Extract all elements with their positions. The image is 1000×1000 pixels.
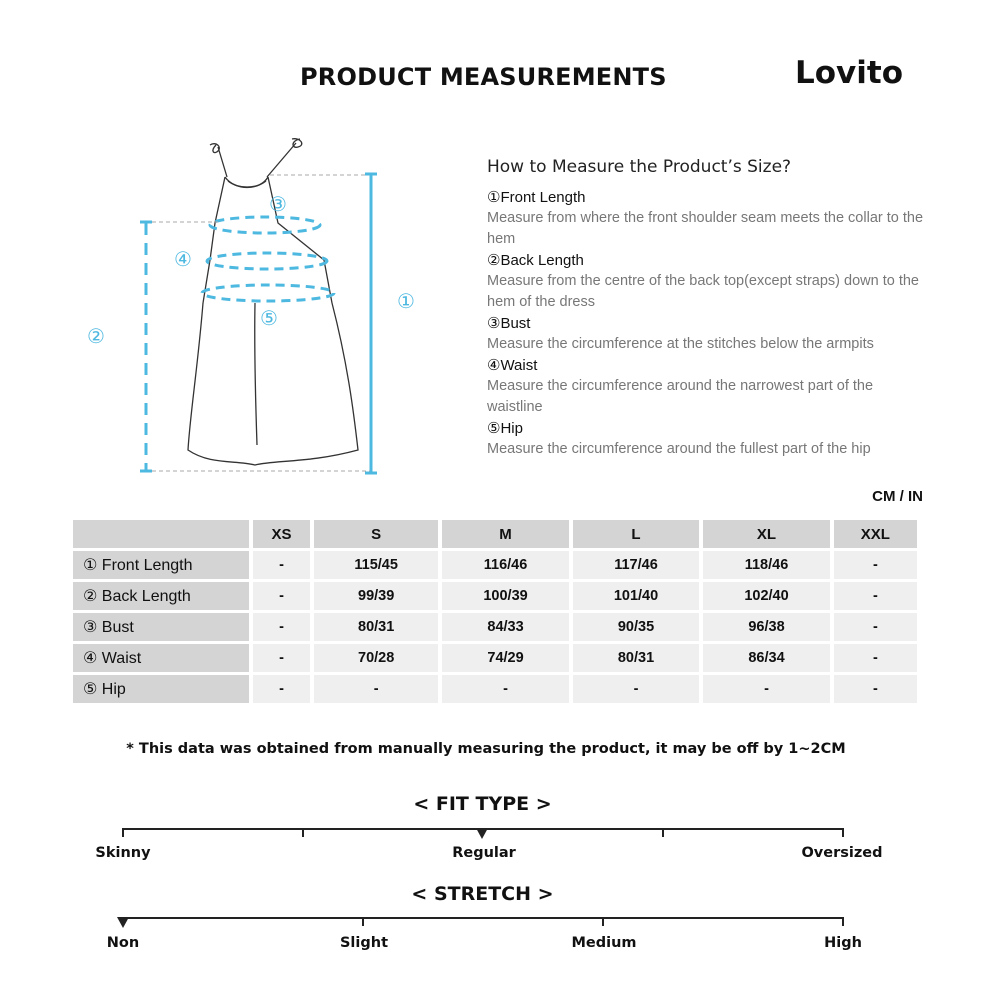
table-cell: - [834, 644, 917, 672]
table-cell: - [253, 613, 310, 641]
howto-heading: ③Bust [487, 315, 531, 332]
scale-tick [662, 828, 664, 837]
table-row [73, 613, 917, 641]
table-header-row [73, 520, 917, 548]
table-cell: - [703, 675, 829, 703]
row-label: ② Back Length [73, 582, 249, 610]
row-label: ③ Bust [73, 613, 249, 641]
column-header: XL [703, 520, 829, 548]
stretch-label: Non [106, 935, 140, 951]
table-cell: 117/46 [573, 551, 699, 579]
table-corner [73, 520, 249, 548]
units-label: CM / IN [872, 488, 923, 505]
howto-heading: ①Front Length [487, 189, 586, 206]
stretch-label: Medium [571, 935, 637, 951]
scale-tick [842, 917, 844, 926]
howto-heading: ⑤Hip [487, 420, 523, 437]
table-cell: 100/39 [442, 582, 568, 610]
table-row [73, 551, 917, 579]
table-cell: - [834, 675, 917, 703]
fit-label: Skinny [95, 845, 151, 861]
table-cell: 115/45 [314, 551, 438, 579]
size-table [69, 517, 921, 706]
table-cell: 84/33 [442, 613, 568, 641]
table-cell: - [253, 675, 310, 703]
stretch-title: < STRETCH > [411, 883, 554, 905]
table-cell: 90/35 [573, 613, 699, 641]
howto-desc: Measure from where the front shoulder seam meets the collar to the hem [487, 210, 924, 247]
table-cell: - [834, 613, 917, 641]
marker-bust: ③ [269, 192, 287, 216]
table-cell: 101/40 [573, 582, 699, 610]
table-cell: - [253, 644, 310, 672]
table-cell: - [442, 675, 568, 703]
bust-measure-line [210, 217, 320, 233]
howto-desc: Measure from the centre of the back top(except straps) down to the hem of the dress [487, 273, 919, 310]
table-row [73, 675, 917, 703]
scale-tick [302, 828, 304, 837]
table-cell: 74/29 [442, 644, 568, 672]
dress-diagram [70, 125, 450, 485]
column-header: S [314, 520, 438, 548]
row-label: ⑤ Hip [73, 675, 249, 703]
fit-type-marker-icon [476, 828, 488, 839]
scale-tick [842, 828, 844, 837]
howto-list [487, 187, 927, 460]
table-cell: 99/39 [314, 582, 438, 610]
column-header: XS [253, 520, 310, 548]
stretch-label: Slight [339, 935, 389, 951]
fit-label: Regular [452, 845, 516, 861]
table-cell: 80/31 [573, 644, 699, 672]
howto-desc: Measure the circumference around the fullest part of the hip [487, 441, 871, 457]
stretch-marker-icon [117, 917, 129, 928]
table-cell: 80/31 [314, 613, 438, 641]
measurement-note: * This data was obtained from manually measuring the product, it may be off by 1~2CM [126, 741, 846, 757]
scale-tick [362, 917, 364, 926]
row-label: ④ Waist [73, 644, 249, 672]
howto-desc: Measure the circumference around the narrowest part of the waistline [487, 378, 874, 415]
row-label: ① Front Length [73, 551, 249, 579]
table-cell: 118/46 [703, 551, 829, 579]
table-cell: 70/28 [314, 644, 438, 672]
hip-measure-line [202, 285, 334, 301]
stretch-scale [122, 917, 844, 919]
stretch-label: High [824, 935, 862, 951]
table-cell: 86/34 [703, 644, 829, 672]
brand-logo: Lovito [795, 55, 904, 91]
table-cell: - [573, 675, 699, 703]
column-header: XXL [834, 520, 917, 548]
page-title: PRODUCT MEASUREMENTS [300, 63, 667, 91]
marker-hip: ⑤ [260, 306, 278, 330]
fit-label: Oversized [801, 845, 883, 861]
marker-waist: ④ [174, 247, 192, 271]
waist-measure-line [207, 253, 327, 269]
howto-heading: ②Back Length [487, 252, 584, 269]
table-cell: - [253, 551, 310, 579]
table-cell: 116/46 [442, 551, 568, 579]
column-header: M [442, 520, 568, 548]
table-cell: - [314, 675, 438, 703]
table-cell: 96/38 [703, 613, 829, 641]
scale-tick [602, 917, 604, 926]
table-row [73, 582, 917, 610]
marker-front-length: ① [397, 289, 415, 313]
table-cell: 102/40 [703, 582, 829, 610]
table-cell: - [834, 582, 917, 610]
table-row [73, 644, 917, 672]
marker-back-length: ② [87, 324, 105, 348]
fit-type-title: < FIT TYPE > [413, 793, 552, 815]
howto-heading: ④Waist [487, 357, 538, 374]
howto-desc: Measure the circumference at the stitches below the armpits [487, 336, 874, 352]
table-cell: - [834, 551, 917, 579]
scale-tick [122, 828, 124, 837]
column-header: L [573, 520, 699, 548]
table-cell: - [253, 582, 310, 610]
howto-title: How to Measure the Product’s Size? [487, 157, 792, 177]
